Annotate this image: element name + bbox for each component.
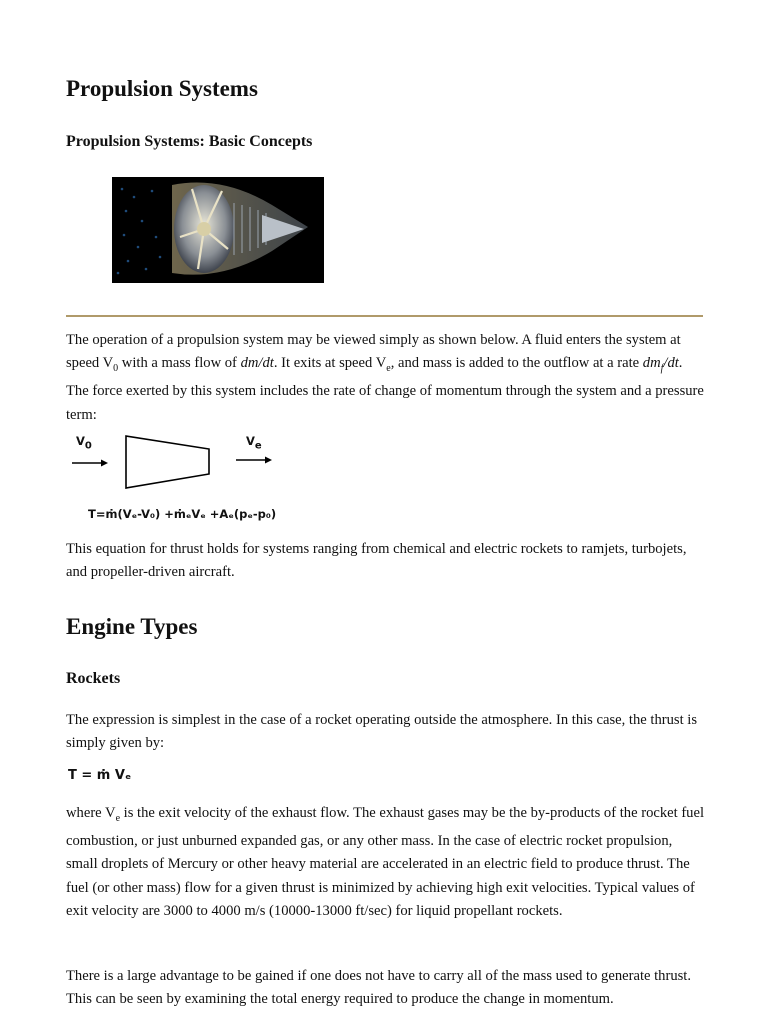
- intro-paragraph: The operation of a propulsion system may be viewed simply as shown below. A fluid enters the system at speed $V_0$ with a mass flow of dm/dt. It exits at speed $V_e$, and mass is added to the outflow at a rate $dm_f/dt$. The force exerted by this system includes the rate of change of momentum through the system and a pressure term:: [66, 332, 704, 423]
- rockets-paragraph-1: The expression is simplest in the case of a rocket operating outside the atmosphere. In this case, the thrust is simply given by:: [66, 712, 698, 752]
- engine-types-heading: Engine Types: [66, 614, 198, 639]
- thrust-equation: T=ṁ(Vₑ-V₀) +ṁₑVₑ +Aₑ(pₑ-p₀): [88, 507, 277, 521]
- rockets-paragraph-3: There is a large advantage to be gained if one does not have to carry all of the mass used to generate thrust. This can be seen by examining the total energy required to produce the change in momentum.: [66, 968, 692, 1008]
- thrust-note-paragraph: This equation for thrust holds for systems ranging from chemical and electric rockets to ramjets, turbojets, and propeller-driven aircraft.: [66, 541, 687, 581]
- rockets-heading: Rockets: [66, 670, 121, 687]
- section-divider: [66, 315, 703, 317]
- section-subtitle: Propulsion Systems: Basic Concepts: [66, 133, 313, 150]
- propulsion-control-volume-diagram: [66, 432, 296, 492]
- turbofan-engine-image: [112, 177, 324, 283]
- engine-control-volume: [126, 436, 209, 488]
- inlet-velocity-label: $V_0$: [76, 434, 92, 452]
- page-title: Propulsion Systems: [66, 76, 258, 101]
- rocket-thrust-equation: T = ṁ Vₑ: [68, 768, 132, 783]
- rockets-paragraph-2: where $V_e$ is the exit velocity of the exhaust flow. The exhaust gases may be the by-products of the rocket fuel combustion, or just unburned expanded gas, or any other mass. In the case of electric rocket propulsion, small droplets of Mercury or other heavy material are accelerated in an electric field to produce thrust. The fuel (or other mass) flow for a given thrust is minimized by achieving high exit velocities. Typical values of exit velocity are 3000 to 4000 m/s (10000-13000 ft/sec) for liquid propellant rockets.: [66, 805, 705, 919]
- exit-velocity-label: $V_e$: [246, 434, 262, 452]
- inlet-arrow: [72, 460, 108, 467]
- exit-arrow: [236, 457, 272, 464]
